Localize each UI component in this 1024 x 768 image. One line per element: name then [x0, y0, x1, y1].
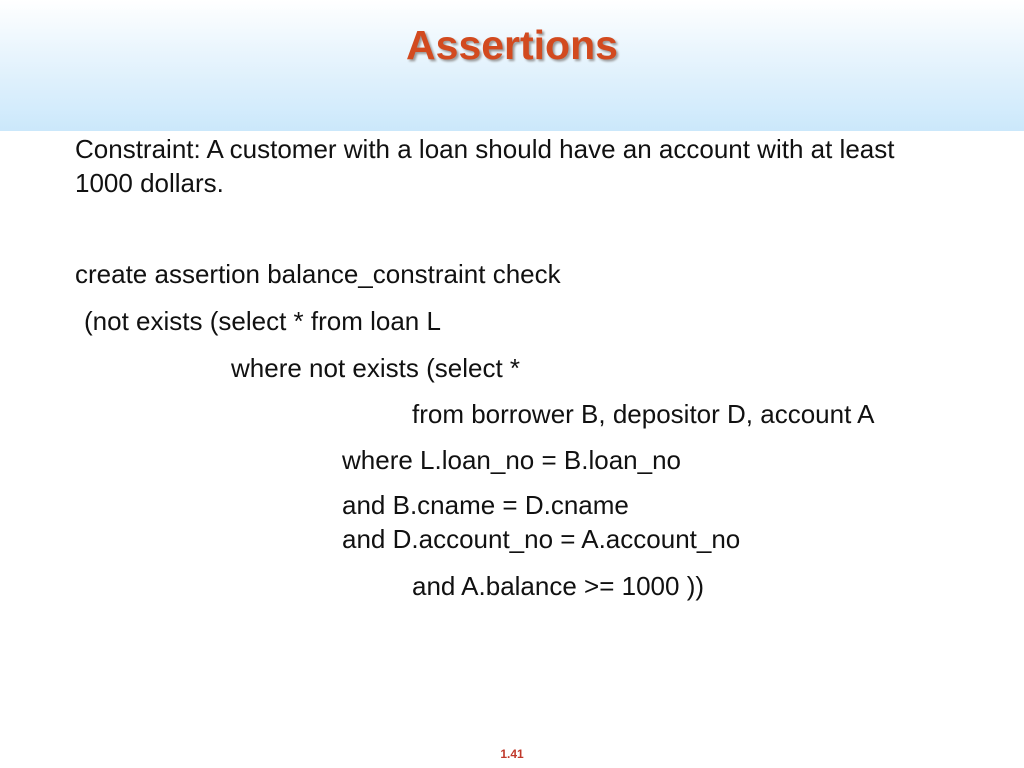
sql-line-and-account: and D.account_no = A.account_no [342, 524, 741, 554]
sql-line-and-cname: and B.cname = D.cname [342, 490, 629, 520]
page-number: 1.41 [500, 747, 524, 761]
constraint-text: Constraint: A customer with a loan should have an account with at least 1000 dollars. [75, 134, 895, 198]
sql-line-not-exists: (not exists (select * from loan L [84, 306, 441, 336]
sql-line-and-balance: and A.balance >= 1000 )) [412, 571, 705, 601]
sql-line-where-loan: where L.loan_no = B.loan_no [342, 445, 681, 475]
sql-line-where-not-exists: where not exists (select * [231, 353, 521, 383]
sql-line-from: from borrower B, depositor D, account A [412, 399, 875, 429]
sql-line-create-assertion: create assertion balance_constraint check [75, 259, 561, 289]
slide-title: Assertions [406, 22, 618, 68]
